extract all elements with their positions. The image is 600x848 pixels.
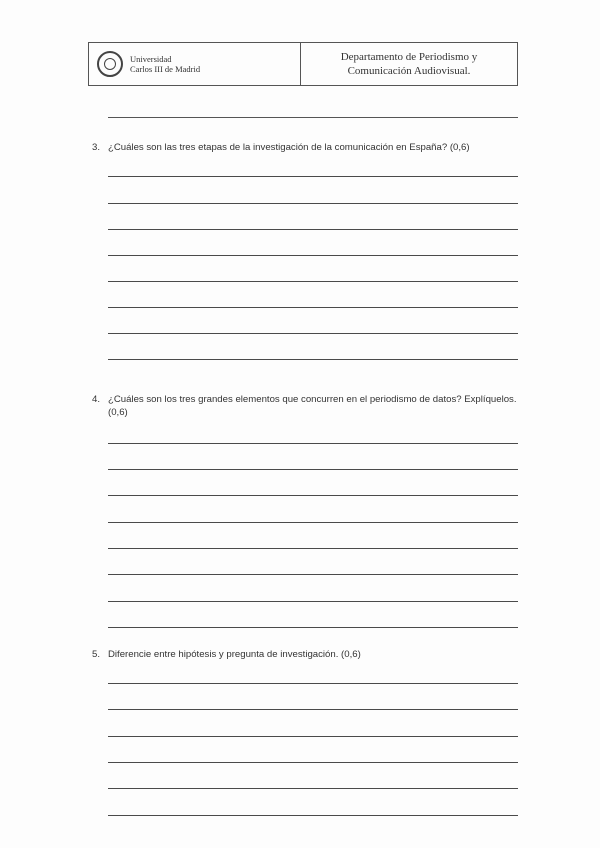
- university-name-line1: Universidad: [130, 54, 172, 64]
- answer-line[interactable]: [108, 176, 518, 177]
- question-4: [92, 393, 522, 418]
- answer-line[interactable]: [108, 815, 518, 816]
- answer-line[interactable]: [108, 522, 518, 523]
- answer-line[interactable]: [108, 443, 518, 444]
- answer-line[interactable]: [108, 548, 518, 549]
- answer-line[interactable]: [108, 203, 518, 204]
- answer-line[interactable]: [108, 736, 518, 737]
- question-text: Diferencie entre hipótesis y pregunta de investigación. (0,6): [108, 649, 361, 660]
- answer-line[interactable]: [108, 495, 518, 496]
- university-block: [89, 43, 301, 85]
- answer-line[interactable]: [108, 333, 518, 334]
- answer-line[interactable]: [108, 307, 518, 308]
- department-block: [301, 43, 517, 85]
- answer-line[interactable]: [108, 683, 518, 684]
- answer-line[interactable]: [108, 709, 518, 710]
- question-text: ¿Cuáles son las tres etapas de la investigación de la comunicación en España? (0,6): [108, 142, 470, 153]
- department-name-line2: Comunicación Audiovisual.: [347, 65, 471, 77]
- answer-line[interactable]: [108, 627, 518, 628]
- document-header: [88, 42, 518, 86]
- answer-line[interactable]: [108, 281, 518, 282]
- answer-line: [108, 117, 518, 118]
- answer-line[interactable]: [108, 788, 518, 789]
- question-5: [92, 648, 522, 661]
- university-seal-icon: [97, 51, 123, 77]
- answer-line[interactable]: [108, 469, 518, 470]
- university-name-line2: Carlos III de Madrid: [130, 64, 201, 74]
- question-number: 5.: [92, 649, 101, 660]
- question-number: 3.: [92, 142, 101, 153]
- answer-line[interactable]: [108, 762, 518, 763]
- department-name-line1: Departamento de Periodismo y: [340, 51, 478, 63]
- question-text: ¿Cuáles son los tres grandes elementos que concurren en el periodismo de datos? Explíquelos. (0,6): [108, 394, 517, 418]
- university-name: [130, 54, 200, 74]
- answer-line[interactable]: [108, 359, 518, 360]
- answer-line[interactable]: [108, 255, 518, 256]
- answer-line[interactable]: [108, 229, 518, 230]
- answer-line[interactable]: [108, 601, 518, 602]
- question-number: 4.: [92, 394, 101, 405]
- answer-line[interactable]: [108, 574, 518, 575]
- question-3: [92, 141, 522, 154]
